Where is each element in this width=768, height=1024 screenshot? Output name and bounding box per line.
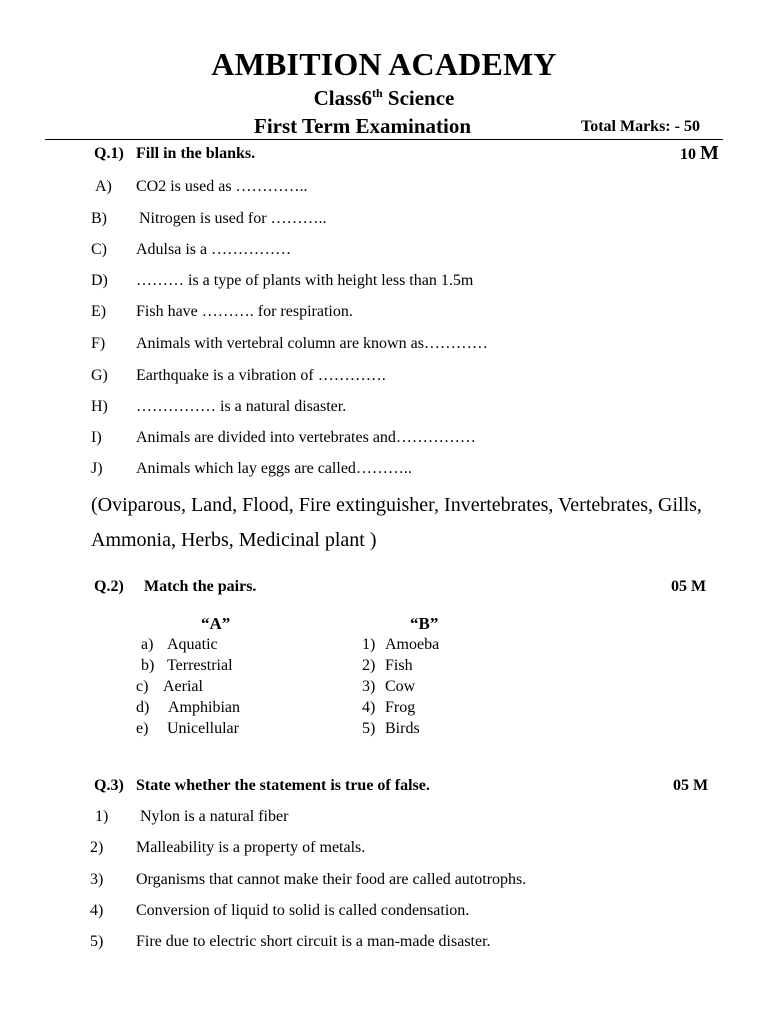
q1-item-text: Adulsa is a ……………: [136, 241, 292, 258]
q3-item-label: 4): [90, 902, 104, 919]
school-name: AMBITION ACADEMY: [211, 46, 557, 82]
column-a-item: Terrestrial: [167, 657, 233, 674]
q3-title: State whether the statement is true of false.: [136, 777, 430, 794]
q1-item-text: Earthquake is a vibration of ………….: [136, 367, 386, 384]
q3-item-text: Malleability is a property of metals.: [136, 839, 366, 856]
q1-title: Fill in the blanks.: [136, 145, 256, 162]
column-a-heading: “A”: [201, 614, 231, 633]
column-b-item: Frog: [385, 699, 416, 716]
q3-item-label: 3): [90, 871, 104, 888]
q1-item-text: Nitrogen is used for ………..: [139, 210, 327, 227]
column-a-label: d): [136, 699, 150, 716]
q3-item-label: 1): [95, 808, 109, 825]
q2-marks: 05 M: [671, 578, 707, 595]
column-b-label: 1): [362, 636, 376, 653]
q1-item-label: C): [91, 241, 107, 258]
q2-number: Q.2): [94, 578, 124, 595]
class-label: Class6: [313, 86, 372, 110]
q1-marks: [680, 142, 719, 165]
class-superscript: th: [371, 86, 383, 100]
column-a-label: c): [136, 678, 149, 695]
q1-item-label: G): [91, 367, 108, 384]
q1-item-text: CO2 is used as …………..: [136, 178, 308, 195]
column-b-item: Fish: [385, 657, 413, 674]
q1-item-label: J): [91, 460, 103, 477]
q1-number: Q.1): [94, 145, 124, 162]
q1-item-text: Fish have ………. for respiration.: [136, 303, 353, 320]
q1-item-text: …………… is a natural disaster.: [136, 398, 347, 415]
column-b-heading: “B”: [410, 614, 439, 633]
column-a-label: b): [141, 657, 155, 674]
q1-item-label: F): [91, 335, 106, 352]
subject-label: Science: [382, 86, 455, 110]
q1-item-text: Animals with vertebral column are known as…………: [136, 335, 488, 352]
q1-marks-number: 10: [680, 146, 700, 163]
q3-item-text: Organisms that cannot make their food are called autotrophs.: [136, 871, 527, 888]
total-marks: Total Marks: - 50: [581, 118, 700, 135]
q1-item-label: B): [91, 210, 107, 227]
q3-marks: 05 M: [673, 777, 709, 794]
column-b-item: Cow: [385, 678, 416, 695]
class-subject: [0, 86, 768, 111]
column-b-label: 2): [362, 657, 376, 674]
q1-item-text: Animals are divided into vertebrates and……………: [136, 429, 476, 446]
q1-item-label: H): [91, 398, 108, 415]
q3-item-text: Fire due to electric short circuit is a man-made disaster.: [136, 933, 491, 950]
q1-item-label: I): [91, 429, 102, 446]
q3-item-label: 5): [90, 933, 104, 950]
column-a-item: Unicellular: [167, 720, 239, 737]
column-a-item: Amphibian: [168, 699, 240, 716]
q3-item-text: Conversion of liquid to solid is called condensation.: [136, 902, 470, 919]
column-b-label: 3): [362, 678, 376, 695]
column-a-label: a): [141, 636, 154, 653]
q1-marks-unit: M: [700, 142, 719, 164]
q1-item-label: D): [91, 272, 108, 289]
column-b-label: 5): [362, 720, 376, 737]
q3-item-text: Nylon is a natural fiber: [140, 808, 289, 825]
q3-number: Q.3): [94, 777, 124, 794]
q1-item-label: E): [91, 303, 107, 320]
column-b-item: Amoeba: [385, 636, 440, 653]
q3-item-label: 2): [90, 839, 104, 856]
column-a-item: Aerial: [163, 678, 203, 695]
q1-item-text: Animals which lay eggs are called………..: [136, 460, 412, 477]
column-a-item: Aquatic: [167, 636, 218, 653]
header-divider: [45, 139, 723, 140]
q2-title: Match the pairs.: [144, 578, 257, 595]
exam-title: First Term Examination: [254, 114, 472, 138]
q1-item-label: A): [95, 178, 112, 195]
q1-item-text: ……… is a type of plants with height less than 1.5m: [136, 272, 474, 289]
q1-word-options: (Oviparous, Land, Flood, Fire extinguisher, Invertebrates, Vertebrates, Gills, Ammonia, Herbs, Medicinal plant ): [91, 494, 702, 551]
column-a-label: e): [136, 720, 149, 737]
column-b-item: Birds: [385, 720, 420, 737]
column-b-label: 4): [362, 699, 376, 716]
